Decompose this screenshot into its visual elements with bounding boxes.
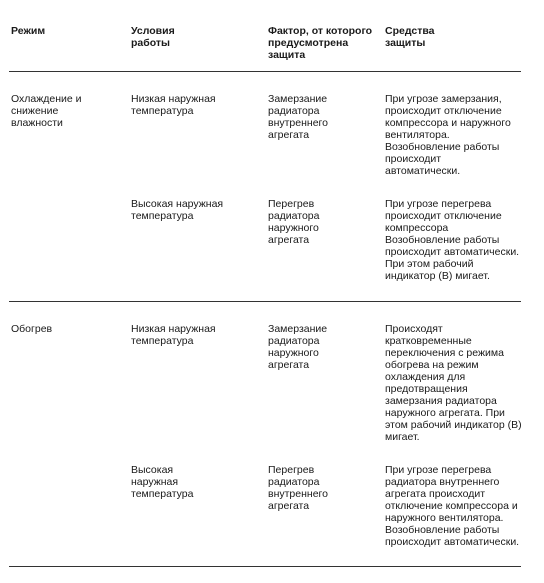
- condition-cell: Высокая наружная температура: [131, 198, 224, 222]
- condition-cell: Низкая наружная температура: [131, 323, 216, 347]
- means-cell: При угрозе замерзания, происходит отключение компрессора и наружного вентилятора. Возобновление работы происходит автоматически.: [385, 93, 511, 177]
- factor-cell: Замерзание радиатора наружного агрегата: [268, 323, 328, 371]
- means-cell: Происходят кратковременные переключения с режима обогрева на режим охлаждения для предотвращения замерзания радиатора наружного агрегата. При этом рабочий индикатор (В) мигает.: [385, 323, 522, 443]
- divider: [9, 71, 521, 72]
- factor-cell: Перегрев радиатора наружного агрегата: [268, 198, 320, 246]
- mode-heating: Обогрев: [11, 323, 53, 335]
- header-mode: Режим: [11, 25, 46, 37]
- divider: [9, 566, 521, 567]
- divider: [9, 301, 521, 302]
- means-cell: При угрозе перегрева происходит отключение компрессора Возобновление работы происходит автоматически. При этом рабочий индикатор (В) мигает.: [385, 198, 520, 282]
- condition-cell: Низкая наружная температура: [131, 93, 216, 117]
- factor-cell: Перегрев радиатора внутреннего агрегата: [268, 464, 328, 512]
- header-conditions: Условия работы: [131, 25, 175, 49]
- factor-cell: Замерзание радиатора внутреннего агрегата: [268, 93, 328, 141]
- means-cell: При угрозе перегрева радиатора внутреннего агрегата происходит отключение компрессора и наружного вентилятора. Возобновление работы происходит автоматически.: [385, 464, 520, 548]
- header-factor: Фактор, от которого предусмотрена защита: [268, 25, 373, 61]
- condition-cell: Высокая наружная температура: [131, 464, 194, 500]
- header-means: Средства защиты: [385, 25, 435, 49]
- mode-cooling: Охлаждение и снижение влажности: [11, 93, 82, 129]
